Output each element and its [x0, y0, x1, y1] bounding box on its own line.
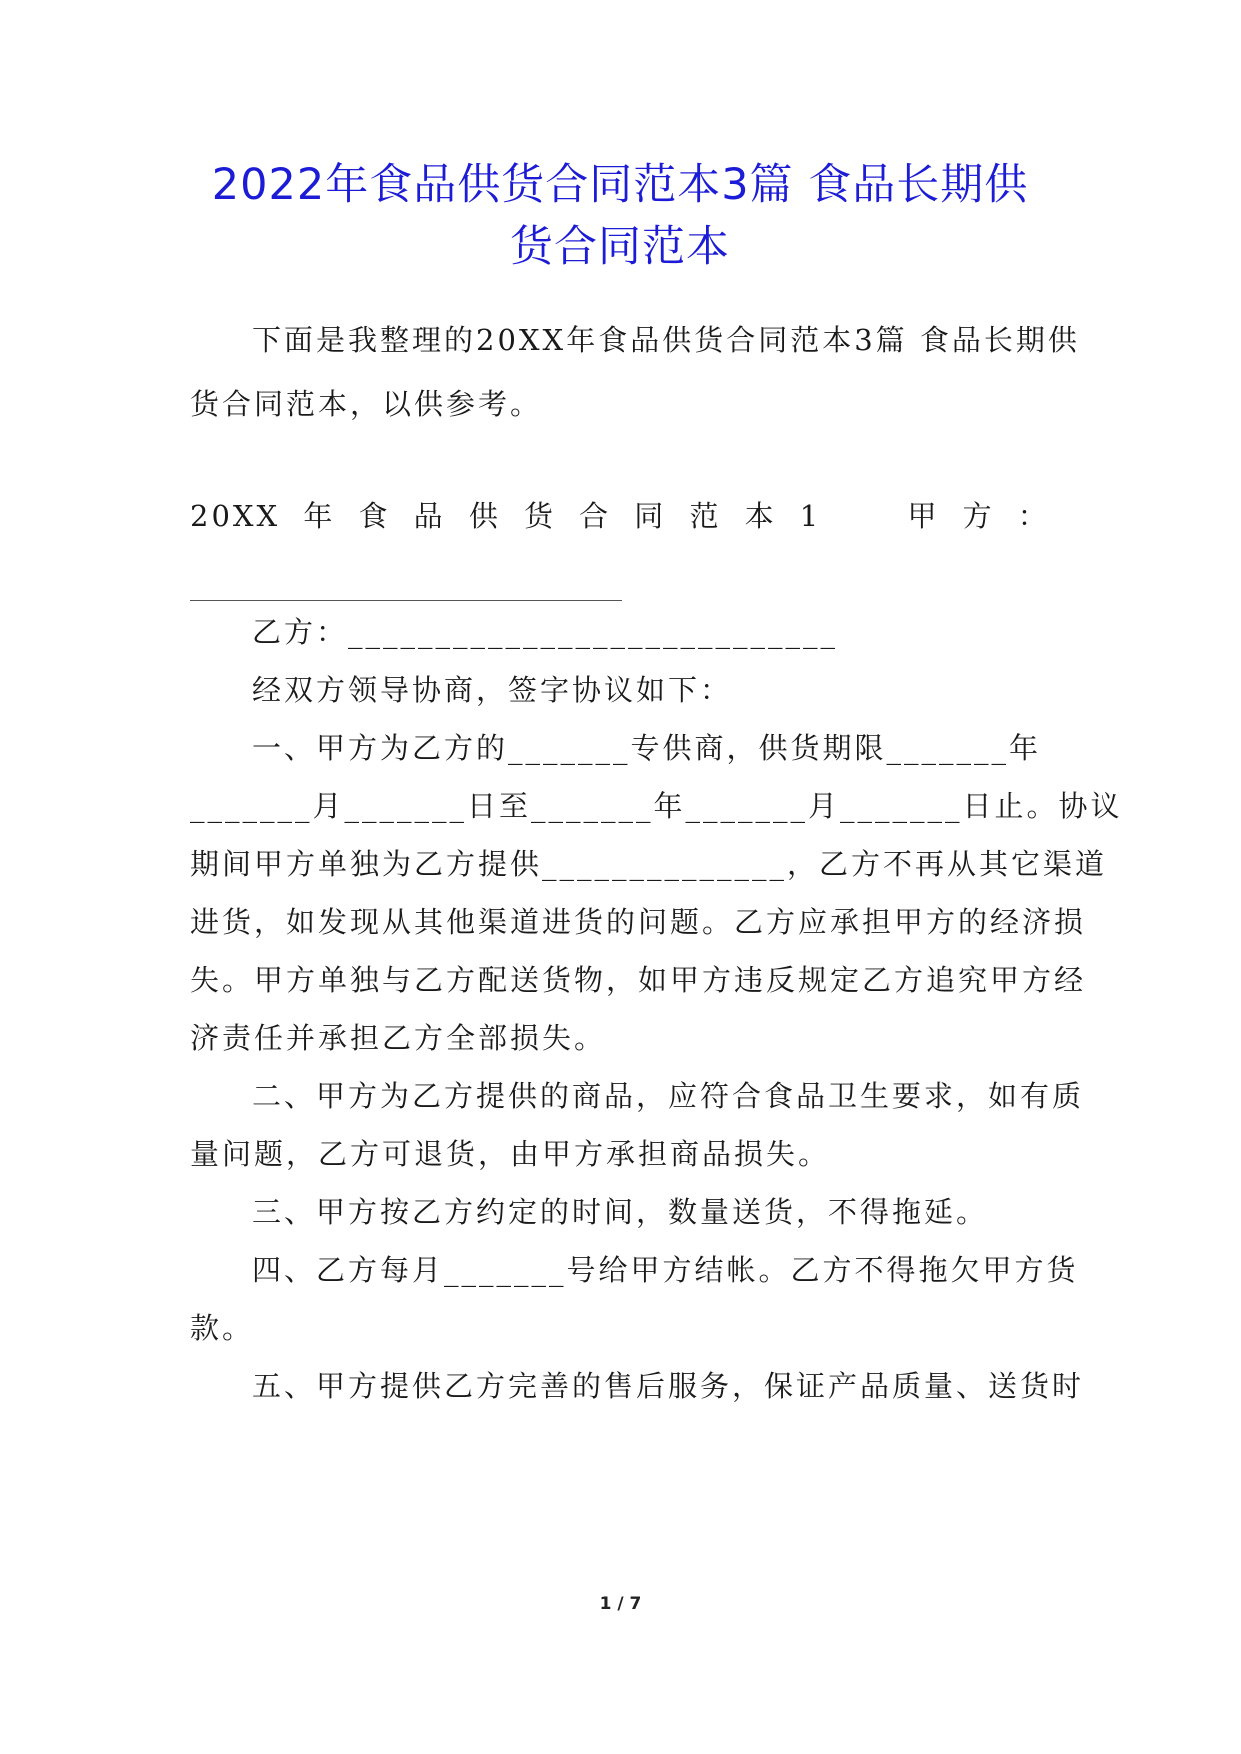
clause-line: 失。甲方单独与乙方配送货物，如甲方违反规定乙方追究甲方经 [190, 963, 1087, 997]
clause-line: _______月_______日至_______年_______月_______日止。协议 [190, 789, 1123, 823]
clause-line: 五、甲方提供乙方完善的售后服务，保证产品质量、送货时 [252, 1369, 1085, 1403]
heading-token: 1 [799, 499, 822, 533]
title-line: 货合同范本 [510, 222, 730, 272]
clause-line: 济责任并承担乙方全部损失。 [190, 1021, 607, 1055]
clause-line: 量问题，乙方可退货，由甲方承担商品损失。 [190, 1137, 831, 1171]
heading-token: ： [1017, 499, 1050, 533]
heading-token: 20XX [190, 499, 281, 533]
clause-line: 期间甲方单独为乙方提供______________，乙方不再从其它渠道 [190, 847, 1108, 881]
heading-token: 货 [523, 499, 556, 533]
document-title [180, 154, 1060, 278]
clause-line: 款。 [190, 1311, 255, 1345]
intro-paragraph [190, 308, 1080, 436]
agreement-intro-line: 经双方领导协商，签字协议如下： [252, 673, 733, 707]
clause-4 [190, 1238, 1079, 1360]
clause-3 [190, 1180, 1050, 1244]
clause-1 [190, 716, 1123, 1070]
clause-2 [190, 1064, 1085, 1186]
heading-token: 同 [634, 499, 667, 533]
party-b-line: 乙方：____________________________ [252, 615, 839, 649]
clause-line: 四、乙方每月_______号给甲方结帐。乙方不得拖欠甲方货 [252, 1253, 1079, 1287]
clause-line: 一、甲方为乙方的_______专供商，供货期限_______年 [252, 731, 1042, 765]
party-b [190, 600, 1050, 664]
contract-heading [190, 484, 1050, 612]
heading-token: 合 [579, 499, 612, 533]
heading-spacer [844, 484, 884, 548]
heading-token: 范 [689, 499, 722, 533]
page-number: 1 / 7 [599, 1594, 642, 1614]
title-line: 2022年食品供货合同范本3篇 食品长期供 [211, 160, 1029, 210]
clause-line: 三、甲方按乙方约定的时间，数量送货，不得拖延。 [252, 1195, 989, 1229]
clause-line: 进货，如发现从其他渠道进货的问题。乙方应承担甲方的经济损 [190, 905, 1087, 939]
agreement-intro [190, 658, 1050, 722]
heading-token: 甲 [907, 499, 940, 533]
heading-token: 本 [744, 499, 777, 533]
heading-token: 方 [962, 499, 995, 533]
clause-line: 二、甲方为乙方提供的商品，应符合食品卫生要求，如有质 [252, 1079, 1085, 1113]
clause-5 [190, 1354, 1085, 1418]
heading-token: 年 [303, 499, 336, 533]
intro-line: 下面是我整理的20XX年食品供货合同范本3篇 食品长期供 [252, 323, 1080, 357]
heading-token: 食 [358, 499, 391, 533]
intro-line: 货合同范本，以供参考。 [190, 387, 543, 421]
contract-heading-row [190, 484, 1050, 548]
heading-token: 供 [468, 499, 501, 533]
heading-token: 品 [413, 499, 446, 533]
